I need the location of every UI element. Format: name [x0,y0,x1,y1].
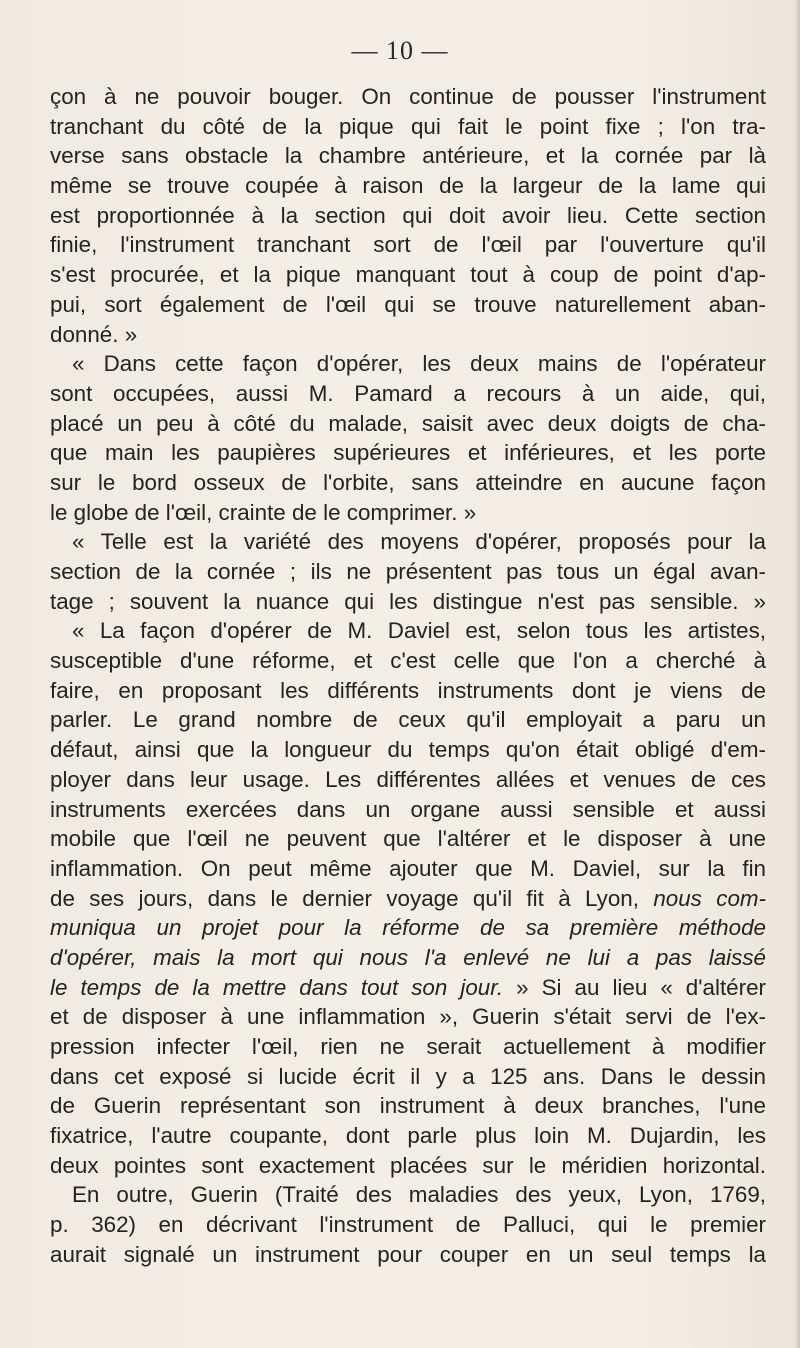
paragraph-start: « Telle est la variété des moyens d'opérer, proposés pour la [72,529,766,555]
text-line: verse sans obstacle la chambre antérieure, et la cornée par là [50,143,766,169]
text-line: inflammation. On peut même ajouter que M. Daviel, sur la fin [50,855,766,881]
text-line: p. 362) en décrivant l'instrument de Palluci, qui le premier [50,1212,766,1238]
text-line: instruments exercées dans un organe aussi sensible et aussi [50,796,766,822]
text-line: placé un peu à côté du malade, saisit avec deux doigts de cha- [50,410,766,436]
text-line: et de disposer à une inflammation », Guerin s'était servi de l'ex- [50,1004,766,1030]
text-line: tage ; souvent la nuance qui les distingue n'est pas sensible. » [50,588,766,614]
text-line: deux pointes sont exactement placées sur le méridien horizontal. [50,1152,766,1178]
text-line: susceptible d'une réforme, et c'est celle que l'on a cherché à [50,648,766,674]
italic-segment: muniqua un projet pour la réforme de sa première méthode [50,915,766,941]
text-line: parler. Le grand nombre de ceux qu'il employait a paru un [50,707,766,733]
text-line: ployer dans leur usage. Les différentes allées et venues de ces [50,766,766,792]
paragraph-start: « La façon d'opérer de M. Daviel est, selon tous les artistes, [72,618,766,644]
text-segment: de ses jours, dans le dernier voyage qu'il fit à Lyon, [50,885,639,911]
paragraph-start: « Dans cette façon d'opérer, les deux mains de l'opérateur [72,351,766,377]
text-line: finie, l'instrument tranchant sort de l'œil par l'ouverture qu'il [50,232,766,258]
text-line: est proportionnée à la section qui doit avoir lieu. Cette section [50,202,766,228]
italic-segment: nous com- [653,885,766,911]
text-line: aurait signalé un instrument pour couper en un seul temps la [50,1241,766,1267]
text-line: de Guerin représentant son instrument à deux branches, l'une [50,1093,766,1119]
page-number: — 10 — [351,36,449,65]
text-line: section de la cornée ; ils ne présentent pas tous un égal avan- [50,559,766,584]
text-line: donné. » [50,321,138,347]
text-line: sur le bord osseux de l'orbite, sans atteindre en aucune façon [50,469,766,495]
italic-segment: le temps de la mettre dans tout son jour. [50,974,504,1000]
text-line-mixed [50,973,766,1003]
italic-text-line [50,943,766,973]
body-text [50,82,766,1270]
text-line: mobile que l'œil ne peuvent que l'altérer et le disposer à une [50,826,766,852]
text-line: faire, en proposant les différents instruments dont je viens de [50,677,766,703]
paragraph-start: En outre, Guerin (Traité des maladies des yeux, Lyon, 1769, [72,1182,766,1208]
text-line: pression infecter l'œil, rien ne serait actuellement à modifier [50,1034,766,1059]
text-line: s'est procurée, et la pique manquant tout à coup de point d'ap- [50,262,766,288]
page-edge-shadow [794,0,800,1348]
text-line: défaut, ainsi que la longueur du temps qu'on était obligé d'em- [50,737,766,763]
italic-segment: d'opérer, mais la mort qui nous l'a enlevé ne lui a pas laissé [50,944,766,970]
text-line: tranchant du côté de la pique qui fait le point fixe ; l'on tra- [50,113,766,139]
text-line: fixatrice, l'autre coupante, dont parle plus loin M. Dujardin, les [50,1123,766,1149]
text-line: dans cet exposé si lucide écrit il y a 125 ans. Dans le dessin [50,1063,766,1089]
text-segment: » Si au lieu « d'altérer [516,974,766,1000]
text-line: çon à ne pouvoir bouger. On continue de pousser l'instrument [50,84,766,109]
text-line: même se trouve coupée à raison de la largeur de la lame qui [50,173,766,199]
text-line: pui, sort également de l'œil qui se trouve naturellement aban- [50,291,766,317]
text-line: le globe de l'œil, crainte de le comprimer. » [50,499,477,525]
text-line: sont occupées, aussi M. Pamard a recours à un aide, qui, [50,380,766,406]
text-line-mixed [50,884,766,914]
italic-text-line [50,913,766,943]
text-line: que main les paupières supérieures et inférieures, et les porte [50,440,766,466]
